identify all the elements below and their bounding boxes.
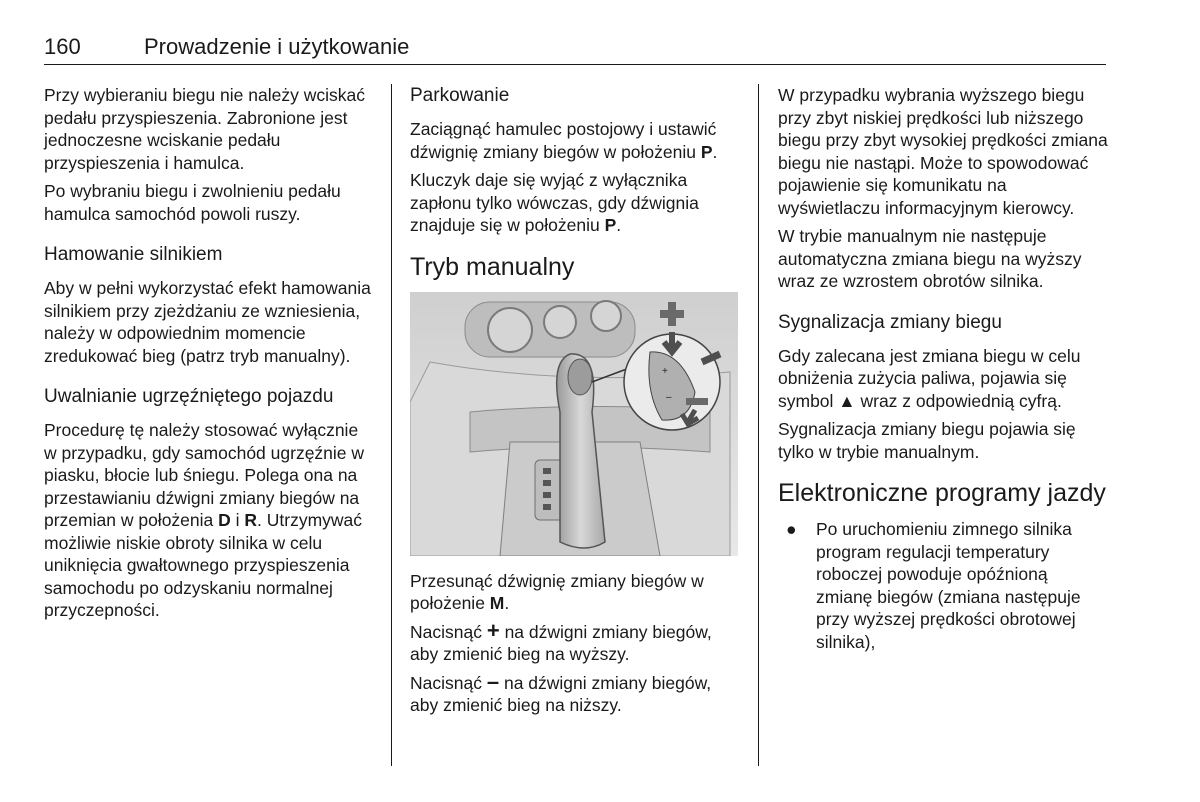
upshift-triangle-icon: ▲: [838, 390, 856, 411]
minus-symbol: –: [486, 668, 500, 694]
paragraph-shift-not-possible: W przypadku wybrania wyższego biegu przy zbyt niskiej prędkości lub niższego biegu przy zbyt wysokiej prędkości zmiana biegu nie nastąpi. Może to spowodować pojawienie się komunikatu na wyświetlaczu informacyjnym kierowcy.: [778, 85, 1108, 218]
paragraph-downshift: Nacisnąć – na dźwigni zmiany biegów, aby zmienić bieg na niższy.: [410, 668, 712, 715]
gear-lever-illustration: [410, 292, 738, 556]
paragraph-select-m: Przesunąć dźwignię zmiany biegów w położenie M.: [410, 570, 704, 613]
column-divider: [758, 84, 759, 766]
column-middle: [410, 84, 740, 723]
svg-text:–: –: [666, 391, 672, 403]
column-divider: [391, 84, 392, 766]
column-right: [778, 84, 1108, 653]
programs-list: [778, 518, 1108, 653]
svg-text:+: +: [662, 365, 668, 377]
paragraph-shift-indicator: Gdy zalecana jest zmiana biegu w celu obniżenia zużycia paliwa, pojawia się symbol ▲ wraz z odpowiednią cyfrą.: [778, 345, 1081, 411]
heading-shift-indicator: Sygnalizacja zmiany biegu: [778, 311, 1002, 333]
paragraph-parking: Zaciągnąć hamulec postojowy i ustawić dźwignię zmiany biegów w położeniu P.: [410, 119, 718, 162]
paragraph-upshift: Nacisnąć + na dźwigni zmiany biegów, aby zmienić bieg na wyższy.: [410, 617, 712, 664]
heading-parking: Parkowanie: [410, 85, 510, 106]
paragraph-gear-selection: Przy wybieraniu biegu nie należy wciskać pedału przyspieszenia. Zabronione jest jednoczesne wciskanie pedału przyspieszenia i hamulca.: [44, 85, 365, 173]
paragraph-indicator-manual-only: Sygnalizacja zmiany biegu pojawia się tylko w trybie manualnym.: [778, 419, 1076, 462]
heading-manual-mode: Tryb manualny: [410, 252, 575, 281]
page-header: [44, 34, 1106, 65]
paragraph-stuck-vehicle: Procedurę tę należy stosować wyłącznie w przypadku, gdy samochód ugrzęźnie w piasku, błocie lub śniegu. Polega ona na przestawianiu dźwigni zmiany biegów na przemian w położenia D i R. Utrzymywać możliwie niskie obroty silnika w celu uniknięcia gwałtownego przyspieszenia samochodu po odzyskaniu normalnej przyczepności.: [44, 420, 365, 620]
chapter-title: Prowadzenie i użytkowanie: [144, 34, 410, 59]
paragraph-key-removal: Kluczyk daje się wyjąć z wyłącznika zapłonu tylko wówczas, gdy dźwignia znajduje się w położeniu P.: [410, 170, 699, 235]
heading-electronic-programs: Elektroniczne programy jazdy: [778, 479, 1106, 507]
plus-symbol: +: [486, 617, 500, 643]
paragraph-brake-release: Po wybraniu biegu i zwolnieniu pedału hamulca samochód powoli ruszy.: [44, 181, 341, 224]
column-left: [44, 84, 374, 628]
heading-engine-braking: Hamowanie silnikiem: [44, 244, 223, 265]
bullet-dot-icon: ●: [786, 519, 797, 539]
heading-stuck-vehicle: Uwalnianie ugrzęźniętego pojazdu: [44, 386, 334, 407]
page-number: 160: [44, 34, 81, 59]
paragraph-no-auto-upshift: W trybie manualnym nie następuje automatyczna zmiana biegu na wyższy wraz ze wzrostem obrotów silnika.: [778, 226, 1082, 291]
paragraph-engine-braking: Aby w pełni wykorzystać efekt hamowania silnikiem przy zjeżdżaniu ze wzniesienia, należy w odpowiednim momencie zredukować bieg (patrz tryb manualny).: [44, 278, 371, 366]
list-item: ● Po uruchomieniu zimnego silnika program regulacji temperatury roboczej powoduje opóźnioną zmianę biegów (zmiana następuje przy wyższej prędkości obrotowej silnika),: [786, 519, 1081, 652]
